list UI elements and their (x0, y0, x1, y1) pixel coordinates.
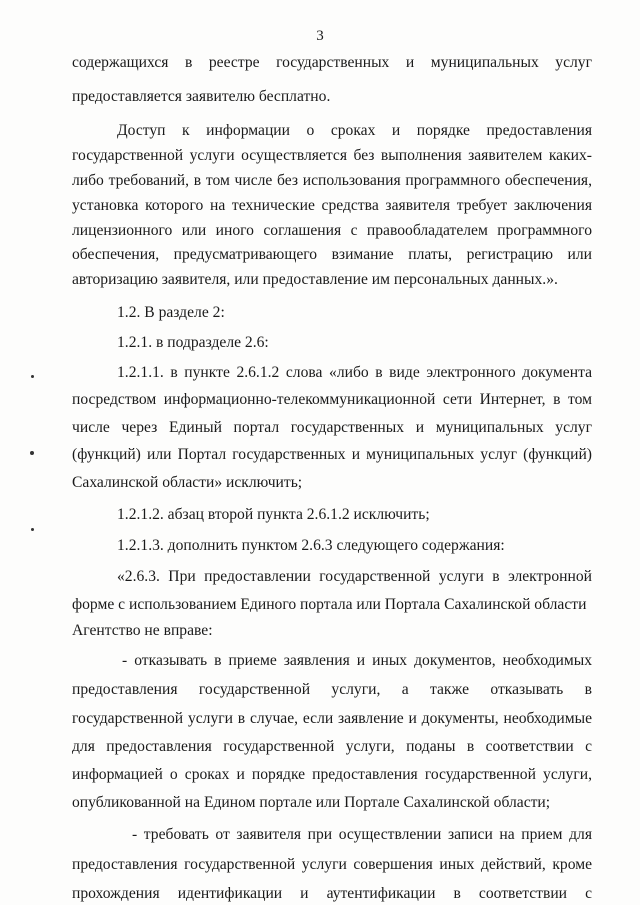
text-line: предоставляется заявителю бесплатно. (72, 88, 331, 105)
text-line: - отказывать в приеме заявления и иных документов, необходимых (122, 652, 592, 669)
text-line: 1.2.1.1. в пункте 2.6.1.2 слова «либо в виде электронного документа (117, 364, 592, 381)
text-line: обеспечения, предусматривающего взимание платы, регистрацию или (72, 246, 592, 263)
text-line: Агентство не вправе: (72, 622, 213, 639)
text-line: Доступ к информации о сроках и порядке предоставления (117, 122, 592, 139)
text-line: числе через Единый портал государственных и муниципальных услуг (72, 419, 592, 436)
text-line: информацией о сроках и порядке предоставления государственной услуги, (72, 766, 592, 783)
text-line: предоставления государственной услуги совершения иных действий, кроме (72, 856, 592, 873)
text-line: лицензионного или иного соглашения с правообладателем программного (72, 222, 592, 239)
text-line: прохождения идентификации и аутентификации в соответствии с (72, 885, 592, 902)
text-line: 1.2.1.2. абзац второй пункта 2.6.1.2 исключить; (117, 506, 430, 523)
text-line: опубликованной на Едином портале или Портале Сахалинской области; (72, 794, 551, 811)
text-line: содержащихся в реестре государственных и муниципальных услуг (72, 54, 592, 71)
text-line: 1.2.1.3. дополнить пунктом 2.6.3 следующего содержания: (117, 537, 505, 554)
text-line: для предоставления государственной услуги, поданы в соответствии с (72, 738, 592, 755)
text-line: предоставления государственной услуги, а также отказывать в (72, 681, 592, 698)
text-line: государственной услуги в случае, если заявление и документы, необходимые (72, 710, 592, 727)
text-line: форме с использованием Единого портала или Портала Сахалинской области (72, 596, 587, 613)
text-line: 1.2.1. в подразделе 2.6: (117, 334, 269, 351)
text-line: 1.2. В разделе 2: (117, 304, 225, 321)
scan-speck (30, 451, 34, 455)
text-line: посредством информационно-телекоммуникационной сети Интернет, в том (72, 391, 592, 408)
text-line: государственной услуги осуществляется без выполнения заявителем каких- (72, 147, 592, 164)
text-line: установка которого на технические средства заявителя требует заключения (72, 197, 592, 214)
scan-speck (31, 528, 34, 531)
text-line: авторизацию заявителя, или предоставление им персональных данных.». (72, 271, 558, 288)
text-line: либо требований, в том числе без использования программного обеспечения, (72, 172, 592, 189)
text-line: (функций) или Портал государственных и муниципальных услуг (функций) (72, 446, 592, 463)
text-line: - требовать от заявителя при осуществлении записи на прием для (132, 826, 592, 843)
scan-speck (31, 375, 34, 378)
text-line: Сахалинской области» исключить; (72, 474, 303, 491)
page-number: 3 (316, 28, 324, 44)
text-line: «2.6.3. При предоставлении государственной услуги в электронной (117, 568, 592, 585)
